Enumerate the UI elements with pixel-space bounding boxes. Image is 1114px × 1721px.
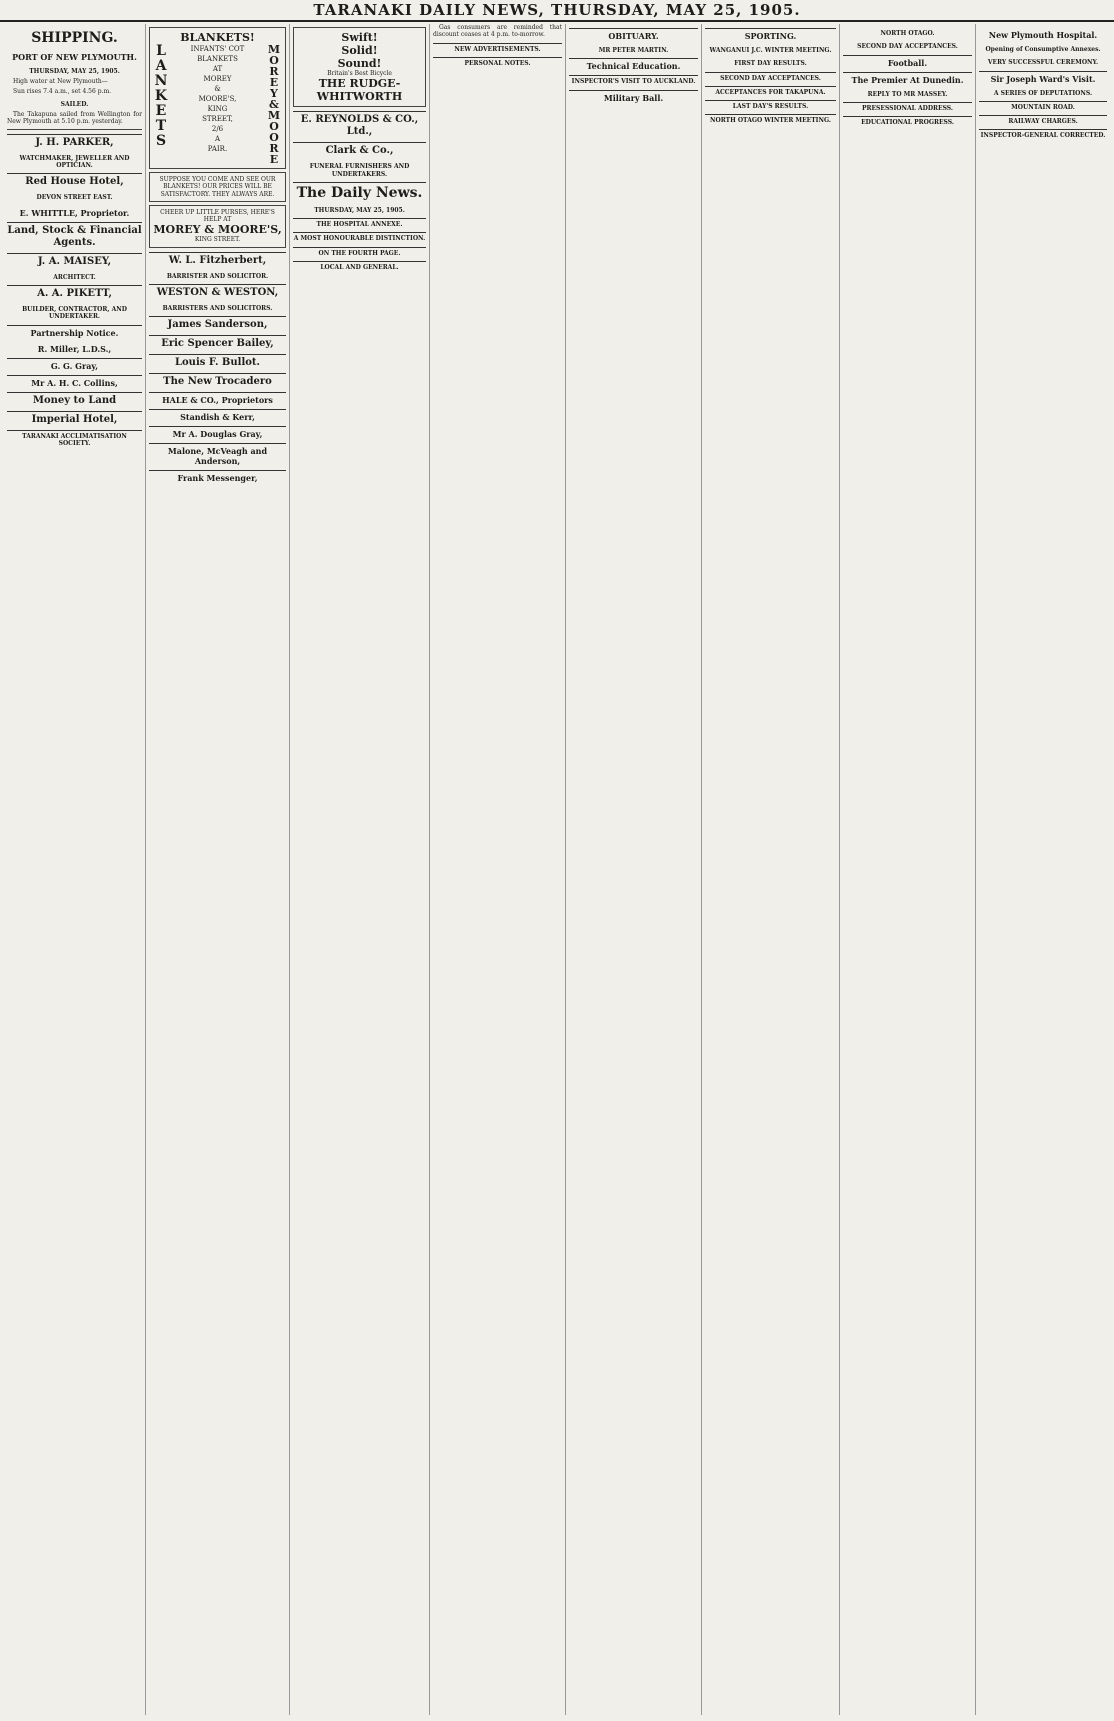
personal-notes: PERSONAL NOTES. bbox=[433, 57, 562, 67]
acclim-ad: TARANAKI ACCLIMATISATION SOCIETY. bbox=[7, 430, 142, 448]
gray-ad: G. G. Gray, bbox=[7, 358, 142, 371]
parker-ad: J. H. PARKER, bbox=[7, 134, 142, 149]
pikett-sub: BUILDER, CONTRACTOR, AND UNDERTAKER. bbox=[22, 305, 127, 321]
sporting-heading: SPORTING. bbox=[705, 28, 836, 41]
hotel-ad: Red House Hotel, bbox=[7, 173, 142, 188]
suppose-ad: SUPPOSE YOU COME AND SEE OUR BLANKETS! OUR PRICES WILL BE SATISFACTORY. THEY ALWAYS ARE. bbox=[149, 172, 286, 202]
new-adverts: NEW ADVERTISEMENTS. bbox=[433, 43, 562, 53]
masthead-title: TARANAKI DAILY NEWS, THURSDAY, MAY 25, 1905. bbox=[0, 0, 1114, 22]
honour-head: A MOST HONOURABLE DISTINCTION. bbox=[293, 232, 426, 242]
trocadero-ad: The New Trocadero bbox=[149, 373, 286, 388]
military-ball: Military Ball. bbox=[569, 90, 698, 103]
money-ad: Money to Land bbox=[7, 392, 142, 407]
bailey-ad: Eric Spencer Bailey, bbox=[149, 335, 286, 350]
shipping-sub: PORT OF NEW PLYMOUTH. bbox=[12, 52, 137, 62]
column-5: OBITUARY. MR PETER MARTIN. Technical Education. INSPECTOR'S VISIT TO AUCKLAND. Military Ball. bbox=[566, 24, 702, 1715]
parker-sub: WATCHMAKER, JEWELLER AND OPTICIAN. bbox=[19, 154, 130, 170]
football-heading: Football. bbox=[843, 55, 972, 68]
weston-ad: WESTON & WESTON, bbox=[149, 284, 286, 299]
land-ad: Land, Stock & Financial Agents. bbox=[7, 222, 142, 249]
clark-ad: Clark & Co., bbox=[293, 142, 426, 157]
sanderson-ad: James Sanderson, bbox=[149, 316, 286, 331]
standish-ad: Standish & Kerr, bbox=[149, 409, 286, 422]
shipping-line: Sun rises 7.4 a.m., set 4.56 p.m. bbox=[13, 87, 112, 95]
ward-heading: Sir Joseph Ward's Visit. bbox=[979, 71, 1107, 84]
column-blankets: BLANKETS! L A N K E T S INFANTS' COT BLANKETS AT MOREY & MOORE'S, KING STREET, 2/6 A PAIR. M O R E Y & M O O R E SUPPOSE YOU COME AND SEE OUR BLANKETS! OUR PRICES WILL BE SATISFACTORY. THEY ALWAYS ARE. CHEER UP LITTLE PURSES, HERE'S HELP AT MOREY & MOORE'S, KING STREET. W. L. Fitzherbert, BARRISTER AND SOLICITOR. WESTON & WESTON, BARRISTERS AND SOLICITORS. James Sanderson, Eric Spencer Bailey, Louis F. Bullot. The New Trocadero HALE & CO., Proprietors Standish & Kerr, Mr A. Douglas Gray, Malone, McVeagh and Anderson, Frank Messenger, bbox=[146, 24, 290, 1715]
maisey-sub: ARCHITECT. bbox=[53, 273, 96, 281]
column-8: New Plymouth Hospital. Opening of Consumptive Annexes. VERY SUCCESSFUL CEREMONY. Sir Joseph Ward's Visit. A SERIES OF DEPUTATIONS. MOUNTAIN ROAD. RAILWAY CHARGES. INSPECTOR-GENERAL CORRECTED. bbox=[980, 30, 1106, 140]
premier-heading: The Premier At Dunedin. bbox=[843, 72, 972, 85]
column-6: SPORTING. WANGANUI J.C. WINTER MEETING. FIRST DAY RESULTS. SECOND DAY ACCEPTANCES. ACCEPTANCES FOR TAKAPUNA. LAST DAY'S RESULTS. NORTH OTAGO WINTER MEETING. bbox=[702, 24, 840, 1715]
inspector-visit: INSPECTOR'S VISIT TO AUCKLAND. bbox=[569, 75, 698, 85]
whittle-ad: E. WHITTLE, Proprietor. bbox=[19, 207, 130, 218]
rudge-ad: Swift! Solid! Sound! Britain's Best Bicycle THE RUDGE-WHITWORTH bbox=[293, 27, 426, 107]
column-7: NORTH OTAGO. SECOND DAY ACCEPTANCES. Football. The Premier At Dunedin. REPLY TO MR MASSEY. PRESESSIONAL ADDRESS. EDUCATIONAL PROGRESS. bbox=[840, 24, 976, 1715]
fourth-page: ON THE FOURTH PAGE. bbox=[293, 247, 426, 257]
pikett-ad: A. A. PIKETT, bbox=[7, 285, 142, 300]
gray2-ad: Mr A. Douglas Gray, bbox=[149, 426, 286, 439]
blankets-ad: BLANKETS! L A N K E T S INFANTS' COT BLANKETS AT MOREY & MOORE'S, KING STREET, 2/6 A PAIR. M O R E Y & M O O R E bbox=[149, 27, 286, 169]
hospital-heading: New Plymouth Hospital. bbox=[988, 30, 1098, 40]
shipping-line: The Takapuna sailed from Wellington for New Plymouth at 5.10 p.m. yesterday. bbox=[7, 111, 142, 126]
partnership-ad: Partnership Notice. bbox=[7, 325, 142, 338]
bullot-ad: Louis F. Bullot. bbox=[149, 354, 286, 369]
hotel-sub: DEVON STREET EAST. bbox=[36, 194, 113, 202]
hale-ad: HALE & CO., Proprietors bbox=[149, 392, 286, 405]
shipping-line: High water at New Plymouth— bbox=[13, 78, 108, 86]
local-general: LOCAL AND GENERAL. bbox=[293, 261, 426, 271]
cheer-ad: CHEER UP LITTLE PURSES, HERE'S HELP AT MOREY & MOORE'S, KING STREET. bbox=[149, 205, 286, 248]
obituary-heading: OBITUARY. bbox=[569, 28, 698, 41]
fitzherbert-ad: W. L. Fitzherbert, bbox=[149, 252, 286, 267]
blankets-title: BLANKETS! bbox=[180, 31, 255, 44]
imperial-ad: Imperial Hotel, bbox=[7, 411, 142, 426]
paper-title: The Daily News. bbox=[293, 182, 426, 201]
hospital-annexe: THE HOSPITAL ANNEXE. bbox=[293, 218, 426, 228]
column-4 bbox=[430, 24, 566, 1715]
miller-ad: R. Miller, L.D.S., bbox=[37, 343, 112, 354]
column-3: Swift! Solid! Sound! Britain's Best Bicycle THE RUDGE-WHITWORTH E. REYNOLDS & CO., Ltd., Clark & Co., FUNERAL FURNISHERS AND UNDERTAKERS. The Daily News. THURSDAY, MAY 25, 1905. THE HOSPITAL ANNEXE. A MOST HONOURABLE DISTINCTION. ON THE FOURTH PAGE. LOCAL AND GENERAL. bbox=[290, 24, 430, 1715]
shipping-date: THURSDAY, MAY 25, 1905. bbox=[29, 68, 120, 75]
maisey-ad: J. A. MAISEY, bbox=[7, 253, 142, 268]
column-shipping bbox=[4, 24, 146, 1715]
collins-ad: Mr A. H. C. Collins, bbox=[7, 375, 142, 388]
shipping-heading: SHIPPING. bbox=[31, 30, 118, 46]
tech-education: Technical Education. bbox=[569, 58, 698, 71]
sailed-heading: SAILED. bbox=[60, 100, 89, 108]
malone-ad: Malone, McVeagh and Anderson, bbox=[149, 443, 286, 466]
reynolds-ad: E. REYNOLDS & CO., Ltd., bbox=[293, 111, 426, 138]
messenger-ad: Frank Messenger, bbox=[149, 470, 286, 483]
gas-notice: Gas consumers are reminded that discount ceases at 4 p.m. to-morrow. bbox=[433, 24, 562, 39]
